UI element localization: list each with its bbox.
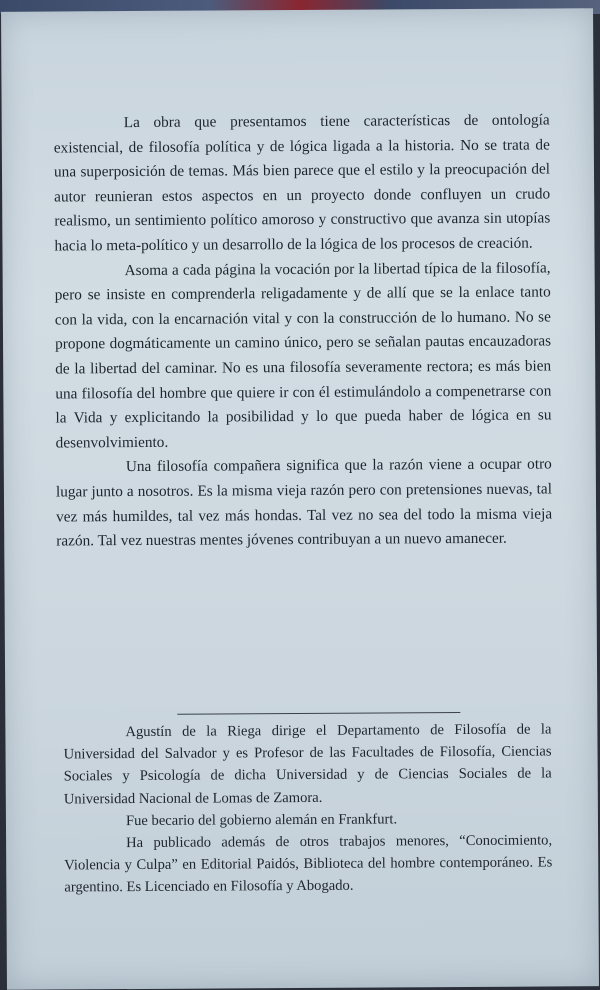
bio-paragraph-3: Ha publicado además de otros trabajos menores, “Conocimiento, Violencia y Culpa” en Editorial Paidós, Biblioteca del hombre contemporáneo. Es argentino. Es Licenciado en Filosofía y Abogado.: [64, 832, 553, 896]
blurb-paragraph-1: La obra que presentamos tiene características de ontología existencial, de filosofía política y de lógica ligada a la historia. No se trata de una superposición de temas. Más bien parece que el estilo y la preocupación del autor reunieran estos aspectos en un proyecto donde confluyen un crudo realismo, un sentimiento político amoroso y constructivo que avanza sin utopías hacia lo meta-político y un desarrollo de la lógica de los procesos de creación.: [53, 111, 551, 255]
book-back-cover: [1, 8, 599, 990]
section-divider: [177, 712, 460, 715]
bio-paragraph-1: Agustín de la Riega dirige el Departamento de Filosofía de la Universidad del Salvador y es Profesor de las Facultades de Filosofía, Ciencias Sociales y Psicología de dicha Universidad y de Ciencias Sociales de la Universidad Nacional de Lomas de Zamora.: [63, 721, 552, 808]
blurb-paragraph-2: Asoma a cada página la vocación por la libertad típica de la filosofía, pero se insiste en comprenderla religadamente y de allí que se la enlace tanto con la vida, con la encarnación vital y con la construcción de lo humano. No se propone dogmáticamente un camino único, pero se señalan pautas encauzadoras de la libertad del caminar. No es una filosofía severamente rectora; es más bien una filosofía del hombre que quiere ir con él estimulándolo a compenetrarse con la Vida y explicitando la posibilidad y lo que pueda haber de lógica en su desenvolvimiento.: [54, 259, 552, 452]
bio-paragraph-2: Fue becario del gobierno alemán en Frankfurt.: [125, 811, 398, 829]
cover-blurb: [54, 108, 553, 554]
author-biography: [63, 718, 552, 899]
blurb-paragraph-3: Una filosofía compañera significa que la razón viene a ocupar otro lugar junto a nosotros. Es la misma vieja razón pero con pretensiones nuevas, tal vez más humildes, tal vez más hondas. Tal vez no sea del todo la misma vieja razón. Tal vez nuestras mentes jóvenes contribuyan a un nuevo amanecer.: [55, 455, 553, 550]
